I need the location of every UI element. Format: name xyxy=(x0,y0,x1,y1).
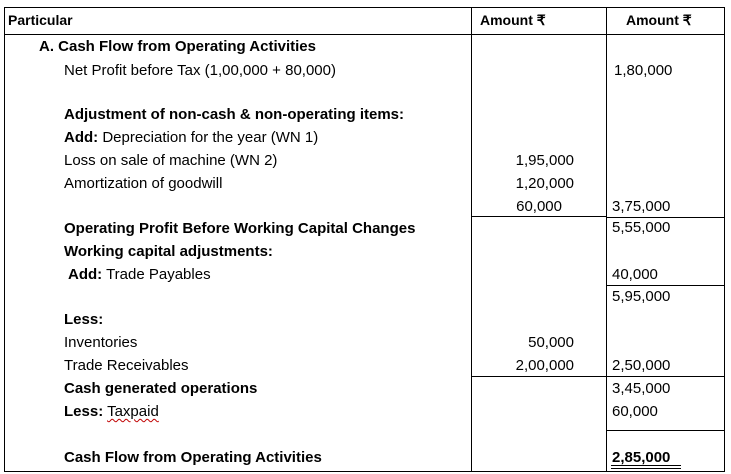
col1-total-rule xyxy=(471,216,606,217)
net-profit-label: Net Profit before Tax (1,00,000 + 80,000) xyxy=(64,62,336,79)
tax-paid-label: Taxpaid xyxy=(107,403,159,420)
adjustments-total: 3,75,000 xyxy=(612,198,671,215)
column-divider-1 xyxy=(471,7,472,472)
depreciation-row xyxy=(64,129,318,147)
subtotal-after-payables: 5,95,000 xyxy=(612,288,671,305)
net-profit-amount: 1,80,000 xyxy=(614,62,673,79)
amortization-label: Amortization of goodwill xyxy=(64,175,223,192)
trade-receivables-label: Trade Receivables xyxy=(64,357,189,374)
column-divider-2 xyxy=(606,7,607,472)
trade-payables-row xyxy=(68,266,211,284)
operating-profit-amount: 5,55,000 xyxy=(612,219,671,236)
col2-rule-1 xyxy=(606,217,725,218)
cash-flow-total-amount: 2,85,000 xyxy=(612,449,671,466)
col2-rule-3 xyxy=(606,376,725,377)
cash-generated-label: Cash generated operations xyxy=(64,380,258,397)
trade-receivables-amount: 2,00,000 xyxy=(515,357,574,374)
double-underline xyxy=(611,465,681,469)
loss-on-sale-amount: 1,20,000 xyxy=(515,175,574,192)
inventories-amount: 50,000 xyxy=(528,334,574,351)
tax-paid-prefix: Less: xyxy=(64,403,104,420)
header-amount-1: Amount ₹ xyxy=(480,12,546,28)
loss-on-sale-label: Loss on sale of machine (WN 2) xyxy=(64,152,278,169)
header-divider xyxy=(4,34,725,35)
less-heading: Less: xyxy=(64,311,104,328)
tax-paid-row xyxy=(64,403,159,421)
section-title: A. Cash Flow from Operating Activities xyxy=(39,38,316,55)
trade-payables-prefix: Add: xyxy=(68,266,103,283)
operating-profit-label: Operating Profit Before Working Capital Changes xyxy=(64,220,416,237)
trade-payables-amount: 40,000 xyxy=(612,266,658,283)
depreciation-label: Depreciation for the year (WN 1) xyxy=(102,129,319,146)
working-capital-heading: Working capital adjustments: xyxy=(64,243,273,260)
add-prefix: Add: xyxy=(64,129,99,146)
adjustment-heading: Adjustment of non-cash & non-operating items: xyxy=(64,106,404,123)
less-total-amount: 2,50,000 xyxy=(612,357,671,374)
trade-payables-label: Trade Payables xyxy=(106,266,211,283)
cash-generated-amount: 3,45,000 xyxy=(612,380,671,397)
inventories-label: Inventories xyxy=(64,334,138,351)
tax-paid-amount: 60,000 xyxy=(612,403,658,420)
depreciation-amount: 1,95,000 xyxy=(515,152,574,169)
col2-rule-2 xyxy=(606,285,725,286)
col1-less-rule xyxy=(471,376,606,377)
header-amount-2: Amount ₹ xyxy=(626,12,692,28)
header-particular: Particular xyxy=(8,12,73,28)
amortization-amount: 60,000 xyxy=(516,198,562,215)
col2-rule-4 xyxy=(606,430,725,431)
cash-flow-total-label: Cash Flow from Operating Activities xyxy=(64,449,322,466)
